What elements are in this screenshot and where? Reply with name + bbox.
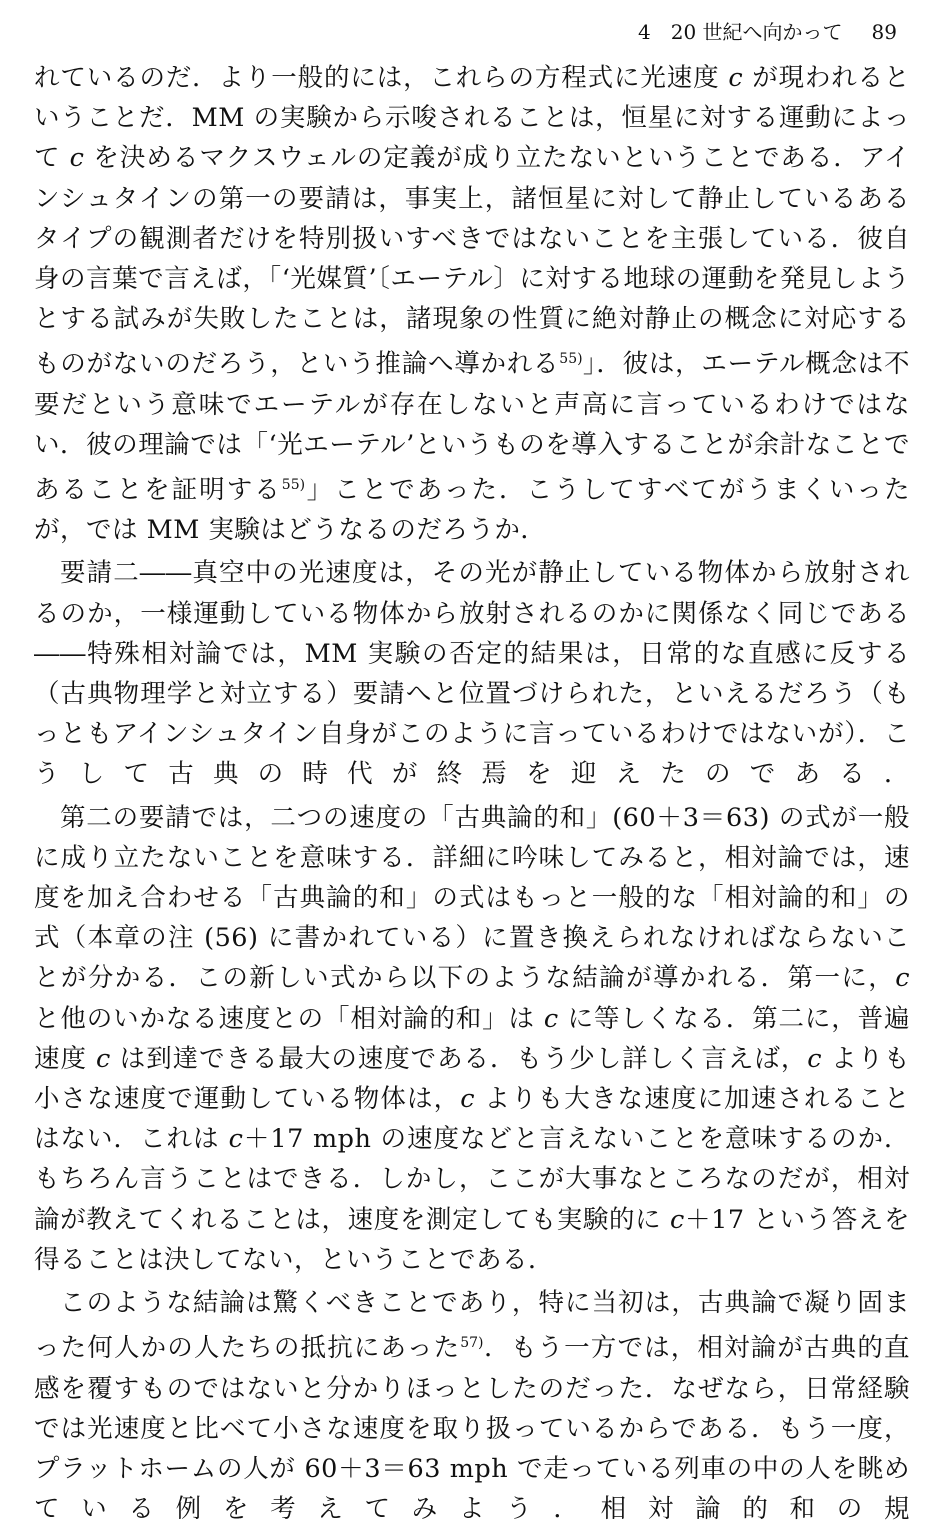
paragraph-3 xyxy=(34,798,910,1280)
text-run: は到達できる最大の速度である．もう少し詳しく言えば， xyxy=(110,1043,808,1074)
symbol-c: c xyxy=(728,63,744,93)
symbol-c: c xyxy=(807,1043,823,1074)
body-text xyxy=(34,58,910,1529)
symbol-c: c xyxy=(670,1204,685,1235)
footnote-ref-57: 57) xyxy=(460,1335,484,1352)
text-run: 第二の要請では，二つの速度の「古典論的和」(60＋3＝63) の式が一般に成り立たないことを意味する．詳細に吟味してみると，相対論では，速度を加え合わせる「古典論的和」の式はもっと一般的な「相対論的和」の式（本章の注 (56) に書かれている）に置き換えられなければならないことが分かる．この新しい式から以下のような結論が導かれる．第一に， xyxy=(34,802,910,994)
symbol-c: c xyxy=(460,1084,476,1115)
page-number: 89 xyxy=(871,20,897,44)
text-run: れているのだ．より一般的には，これらの方程式に光速度 xyxy=(34,63,729,93)
text-run: を決めるマクスウェルの定義が成り立たないということである．アインシュタインの第一の要請は，事実上，諸恒星に対して静止しているあるタイプの観測者だけを特別扱いすべきではないことを主張している．彼自身の言葉で言えば，「‘光媒質’〔エーテル〕に対する地球の運動を発見しようとする試みが失敗したことは，諸現象の性質に絶対静止の概念に対応するものがないのだろう，という推論へ導かれる xyxy=(34,143,911,380)
text-run: このような結論は驚くべきことであり，特に当初は，古典論で凝り固まった何人かの人たちの抵抗にあった xyxy=(34,1288,910,1364)
symbol-c: c xyxy=(95,1043,111,1074)
text-run: に等しくなる．第二に，普遍速度 xyxy=(34,1003,910,1074)
paragraph-2: 要請二――真空中の光速度は，その光が静止している物体から放射されるのか，一様運動している物体から放射されるのかに関係なく同じである――特殊相対論では，MM 実験の否定的結果は，日常的な直感に反する（古典物理学と対立する）要請へと位置づけられた，といえるだろう（もっともアインシュタイン自身がこのように言っているわけではないが）．こうして古典の時代が終焉を迎えたのである． xyxy=(34,558,910,790)
text-run: ＋17 mph の速度などと言えないことを意味するのか．もちろん言うことはできる．しかし，ここが大事なところなのだが，相対論が教えてくれることは，速度を測定しても実験的に xyxy=(34,1124,910,1235)
text-run: 」．彼は，エーテル概念は不要だという意味でエーテルが存在しないと声高に言っているわけではない．彼の理論では「‘光エーテル’というものを導入することが余計なことであることを証明する xyxy=(34,349,910,506)
text-run: よりも大きな速度に加速されることはない．これは xyxy=(34,1084,910,1155)
text-run: 」ことであった．こうしてすべてがうまくいったが，では MM 実験はどうなるのだろうか． xyxy=(34,475,910,546)
symbol-c: c xyxy=(895,963,910,994)
symbol-c: c xyxy=(228,1124,244,1155)
text-run: よりも小さな速度で運動している物体は， xyxy=(34,1043,911,1115)
text-run: ．もう一方では，相対論が古典的直感を覆すものではないと分かりほっとしたのだった．なぜなら，日常経験では光速度と比べて小さな速度を取り扱っているからである．もう一度，プラットホームの人が 60＋3＝63 mph で走っている列車の中の人を眺めている例を考えてみよう．相対論的和の規 xyxy=(34,1333,910,1525)
text-run: が現われるということだ．MM の実験から示唆されることは，恒星に対する運動によって xyxy=(34,63,911,174)
paragraph-4 xyxy=(34,1283,910,1529)
footnote-ref-55: 55) xyxy=(559,351,583,368)
running-head xyxy=(560,16,897,48)
chapter-title: 4 20 世紀へ向かって xyxy=(638,20,843,44)
footnote-ref-55: 55) xyxy=(281,477,306,494)
text-run: ＋17 という答えを得ることは決してない，ということである． xyxy=(34,1204,910,1275)
symbol-c: c xyxy=(69,143,85,174)
paragraph-1 xyxy=(34,58,910,550)
text-run: と他のいかなる速度との「相対論的和」は xyxy=(34,1003,544,1034)
symbol-c: c xyxy=(543,1003,559,1034)
